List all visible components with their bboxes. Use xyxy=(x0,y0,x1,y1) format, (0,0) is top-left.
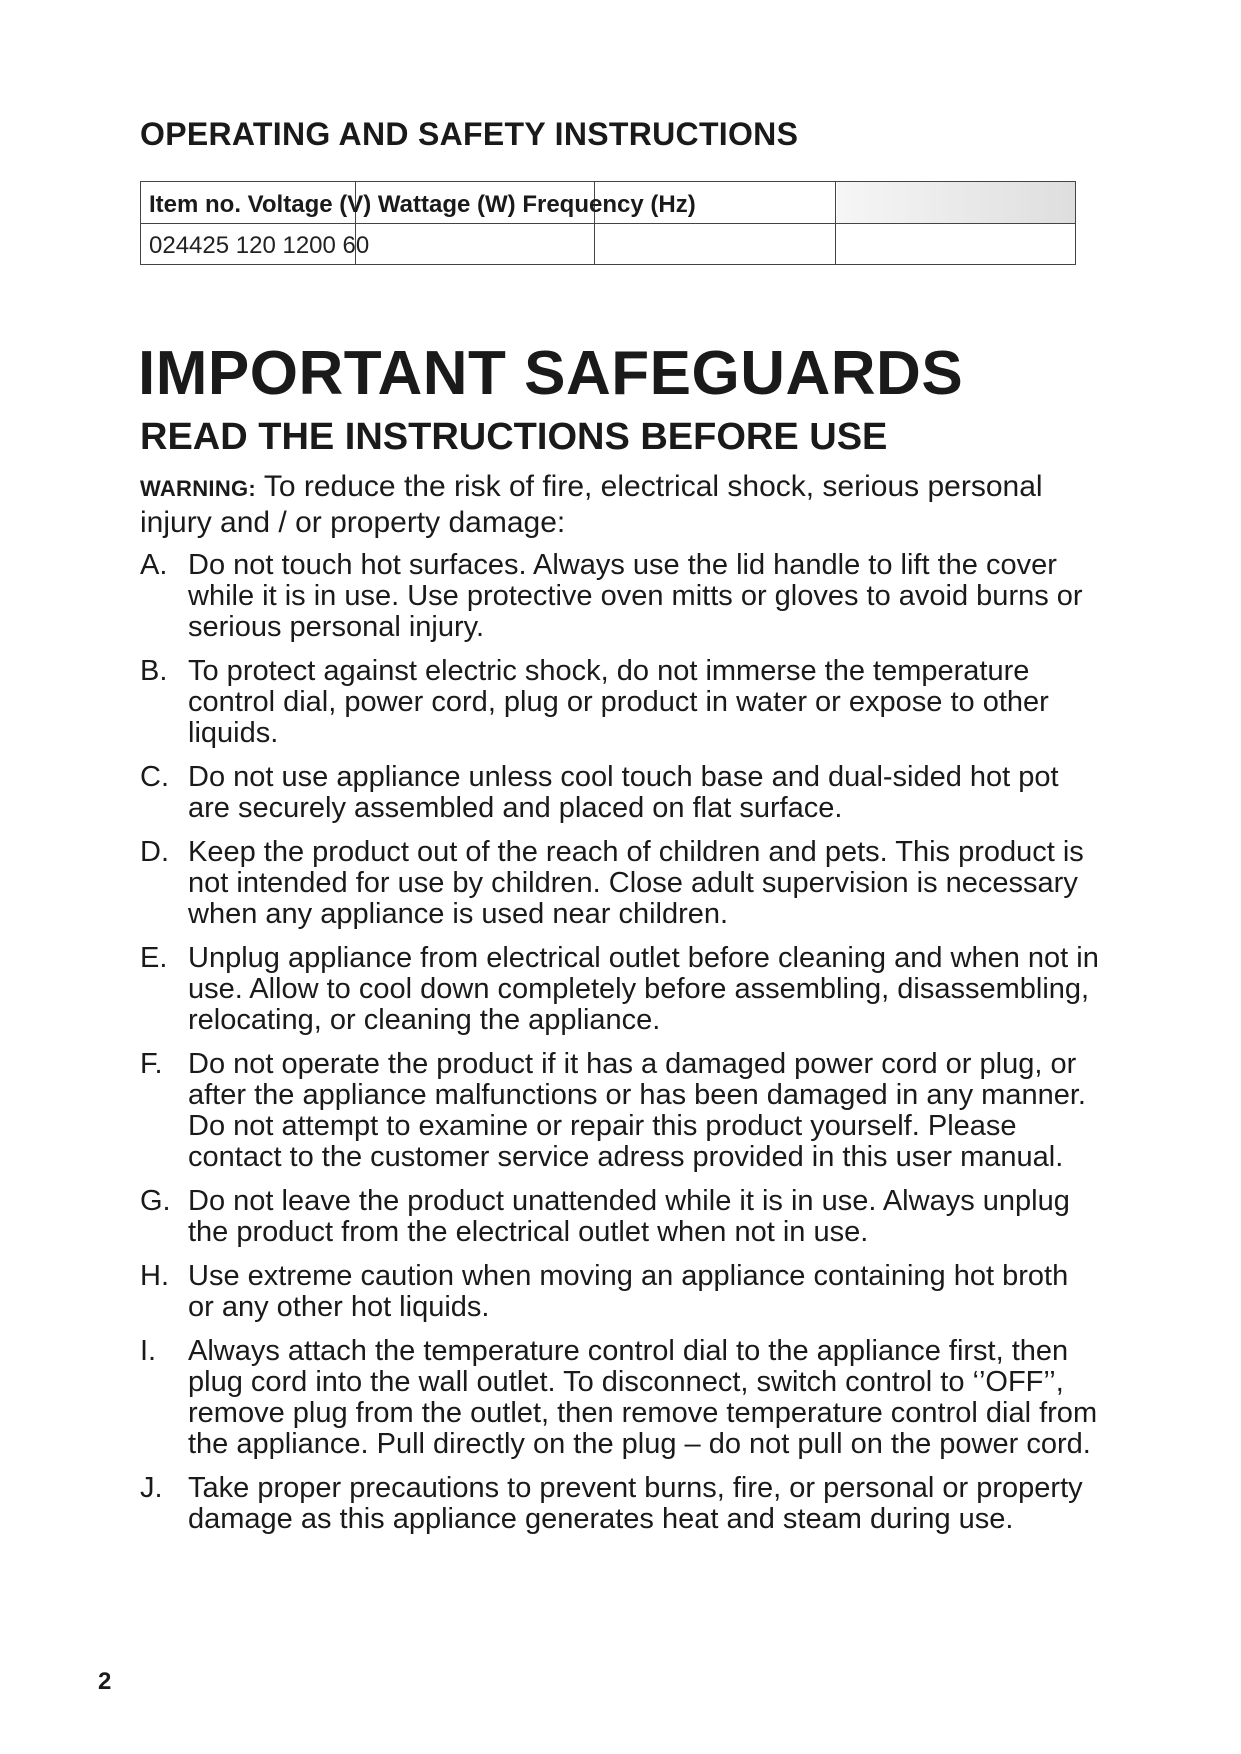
item-text: Do not leave the product unattended while it is in use. Always unplug the product from the electrical outlet when not in use. xyxy=(188,1185,1070,1248)
warning-text: To reduce the risk of fire, electrical shock, serious personal injury and / or property damage: xyxy=(140,470,1043,539)
item-letter: B. xyxy=(140,655,168,687)
safeguard-item xyxy=(140,656,1100,749)
main-title: IMPORTANT SAFEGUARDS xyxy=(138,339,964,408)
safeguard-item xyxy=(140,943,1100,1036)
page-number: 2 xyxy=(98,1668,112,1695)
item-letter: J. xyxy=(140,1472,163,1504)
warning-paragraph xyxy=(140,470,1080,540)
item-text: Keep the product out of the reach of children and pets. This product is not intended for use by children. Close adult supervision is necessary when any appliance is used near children. xyxy=(188,836,1084,930)
item-letter: A. xyxy=(140,549,168,581)
item-letter: D. xyxy=(140,836,169,868)
safeguard-item xyxy=(140,550,1100,643)
item-letter: H. xyxy=(140,1260,169,1292)
item-text: To protect against electric shock, do not immerse the temperature control dial, power cord, plug or product in water or expose to other liquids. xyxy=(188,655,1049,749)
safeguard-item xyxy=(140,837,1100,930)
item-text: Use extreme caution when moving an appliance containing hot broth or any other hot liquids. xyxy=(188,1260,1069,1323)
item-text: Do not touch hot surfaces. Always use the lid handle to lift the cover while it is in use. Use protective oven mitts or gloves to avoid burns or serious personal injury. xyxy=(188,549,1083,643)
item-letter: G. xyxy=(140,1185,171,1217)
spec-table-header-text: Item no. Voltage (V) Wattage (W) Frequency (Hz) xyxy=(149,191,696,218)
item-text: Do not use appliance unless cool touch base and dual-sided hot pot are securely assembled and placed on flat surface. xyxy=(188,761,1059,824)
item-text: Take proper precautions to prevent burns, fire, or personal or property damage as this appliance generates heat and steam during use. xyxy=(188,1472,1083,1535)
safeguard-list xyxy=(140,550,1100,1548)
item-letter: F. xyxy=(140,1048,163,1080)
safeguard-item xyxy=(140,1186,1100,1248)
spec-table-divider xyxy=(835,182,836,264)
item-text: Always attach the temperature control dial to the appliance first, then plug cord into the wall outlet. To disconnect, switch control to ‘’OFF’’, remove plug from the outlet, then remove temperature control dial from the appliance. Pull directly on the plug – do not pull on the power cord. xyxy=(188,1335,1098,1460)
item-text: Do not operate the product if it has a damaged power cord or plug, or after the appliance malfunctions or has been damaged in any manner. Do not attempt to examine or repair this product yourself. Please contact to the customer service adress provided in this user manual. xyxy=(188,1048,1086,1173)
sub-title: READ THE INSTRUCTIONS BEFORE USE xyxy=(140,416,888,458)
warning-label: WARNING: xyxy=(140,476,257,501)
safeguard-item xyxy=(140,1336,1100,1460)
section-title: OPERATING AND SAFETY INSTRUCTIONS xyxy=(140,116,799,152)
item-letter: C. xyxy=(140,761,169,793)
item-text: Unplug appliance from electrical outlet before cleaning and when not in use. Allow to cool down completely before assembling, disassembling, relocating, or cleaning the appliance. xyxy=(188,942,1099,1036)
item-letter: E. xyxy=(140,942,168,974)
safeguard-item xyxy=(140,1473,1100,1535)
item-letter: I. xyxy=(140,1335,157,1367)
safeguard-item xyxy=(140,1049,1100,1173)
spec-table-row-text: 024425 120 1200 60 xyxy=(149,232,370,259)
spec-table xyxy=(140,181,1076,265)
spec-table-header-shade xyxy=(837,182,1075,223)
safeguard-item xyxy=(140,762,1100,824)
safeguard-item xyxy=(140,1261,1100,1323)
